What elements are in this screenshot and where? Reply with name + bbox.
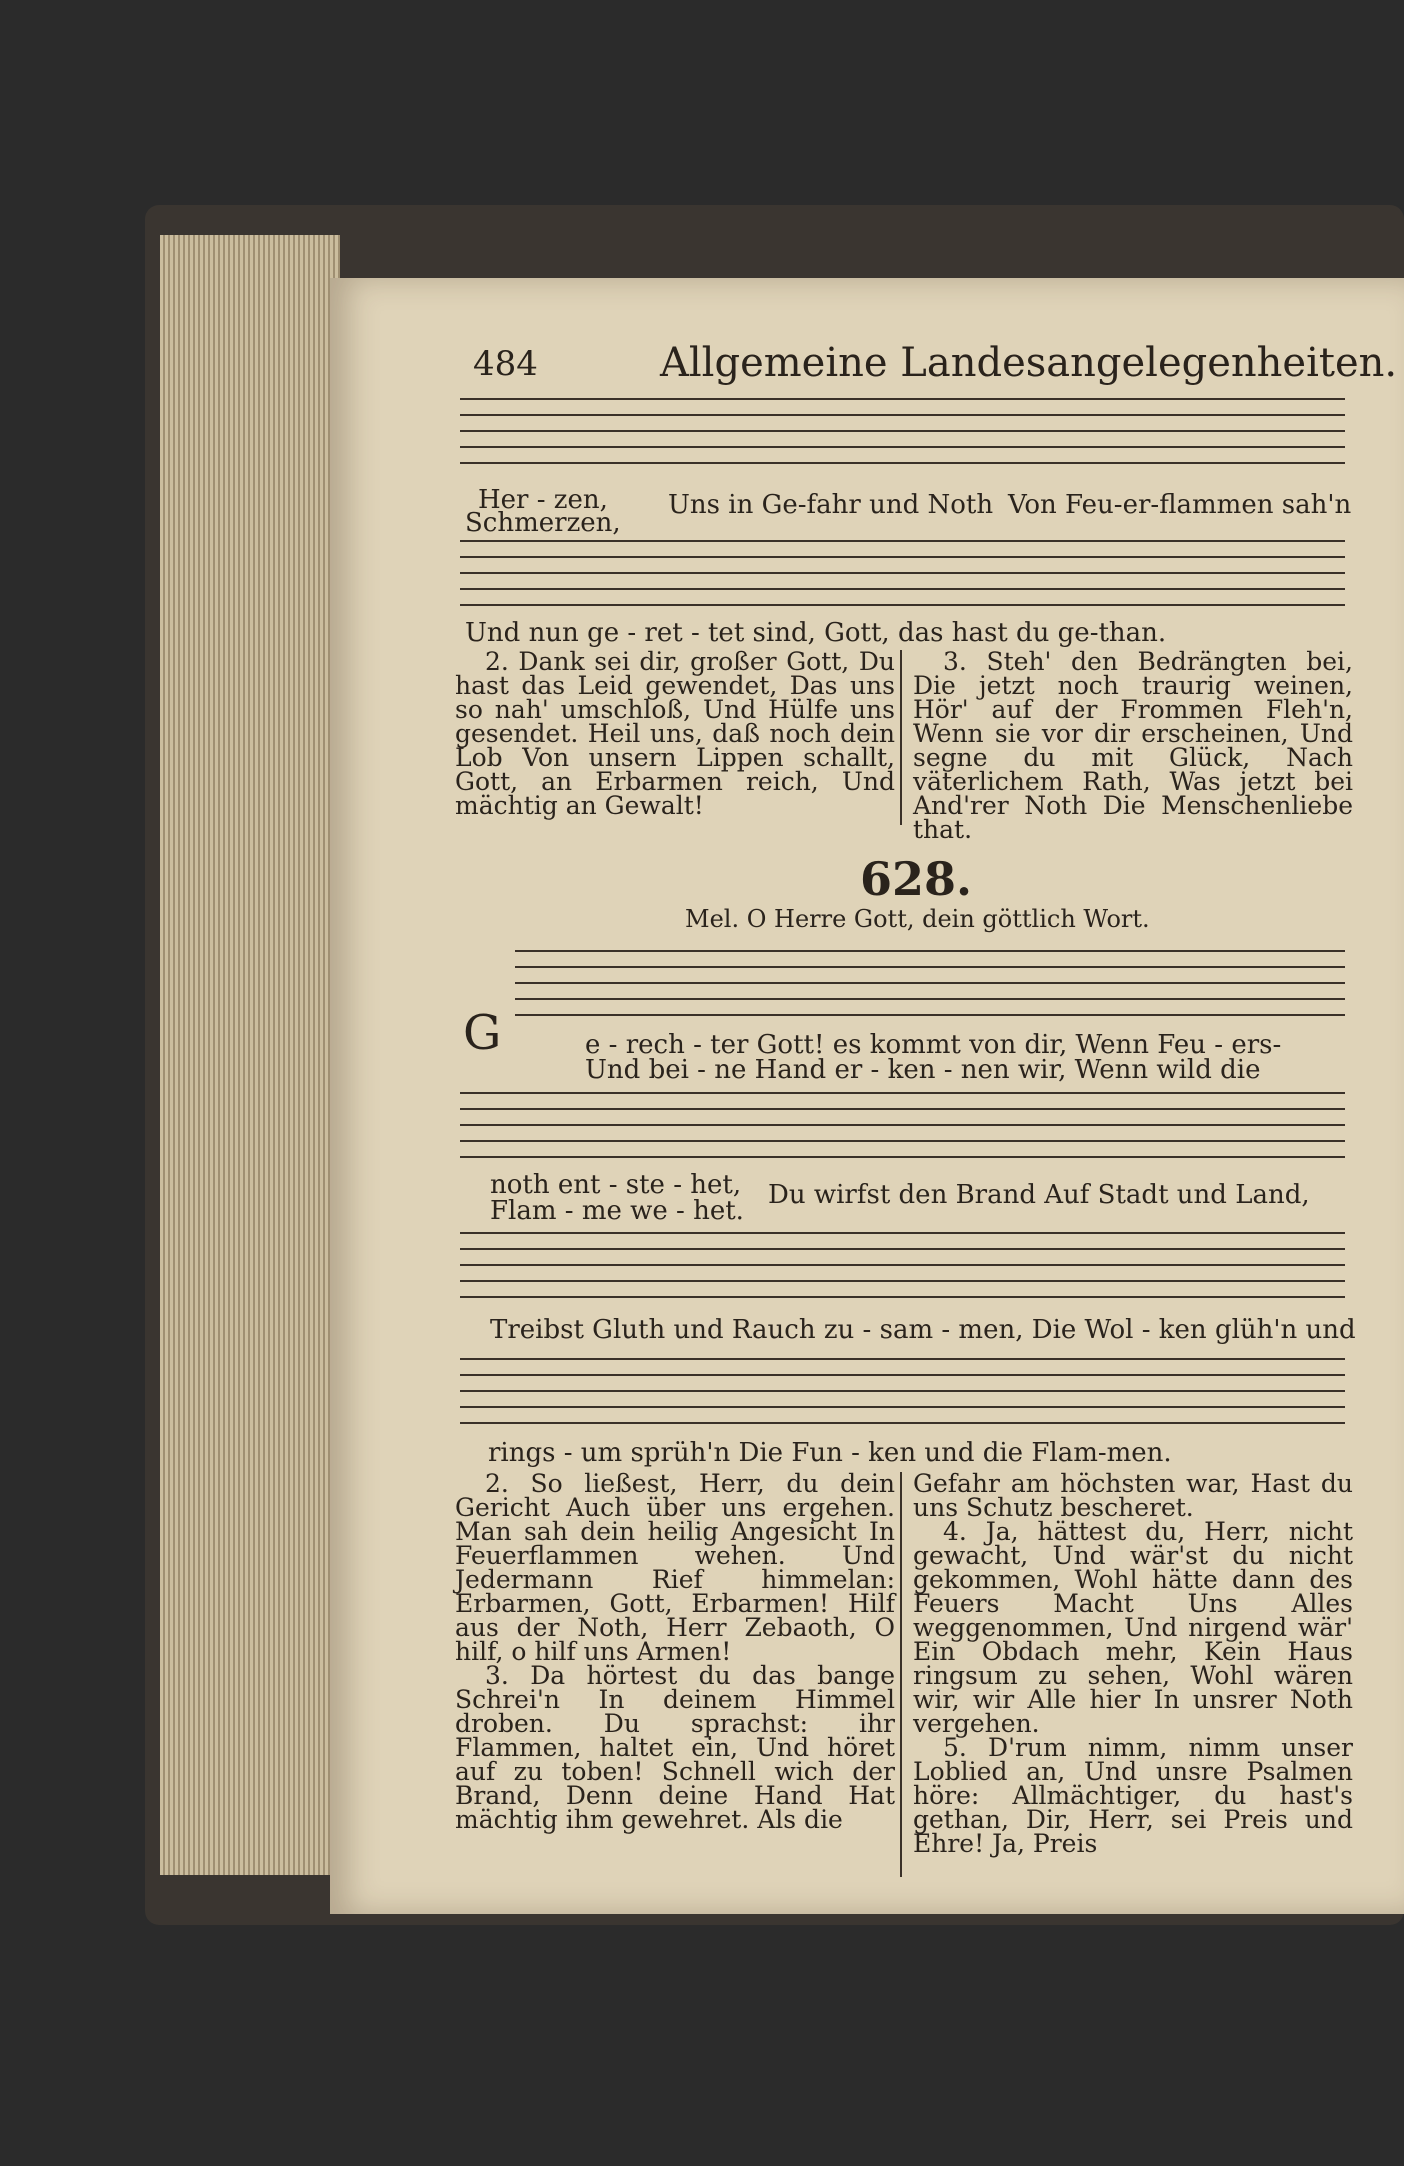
page-title: Allgemeine Landesangelegenheiten. xyxy=(660,340,1398,386)
verse-prev-right: 3. Steh' den Bedrängten bei, Die jetzt noch traurig weinen, Hör' auf der Frommen Fleh'n, Wenn sie vor dir erscheinen, Und segne du mit Glück, Nach väterlichem Rath, Was jetzt bei And'rer Noth Die Menschenliebe that. xyxy=(913,647,1353,844)
music-staff-4 xyxy=(460,1092,1345,1162)
lyric-2c: Du wirfst den Brand Auf Stadt und Land, xyxy=(768,1180,1310,1210)
music-staff-1 xyxy=(460,398,1345,468)
drop-cap: G xyxy=(463,1005,502,1061)
music-staff-5 xyxy=(460,1232,1345,1302)
music-staff-3 xyxy=(515,950,1345,1020)
lyric-prev-1c: Uns in Ge-fahr und Noth xyxy=(668,490,994,520)
lyric-2b: Flam - me we - het. xyxy=(490,1196,744,1226)
page-number: 484 xyxy=(473,344,538,384)
lyric-3: Treibst Gluth und Rauch zu - sam - men, Die Wol - ken glüh'n und xyxy=(490,1315,1356,1345)
music-staff-6 xyxy=(460,1358,1345,1428)
verse-prev-left: 2. Dank sei dir, großer Gott, Du hast das Leid gewendet, Das uns so nah' umschloß, Und Hülfe uns gesendet. Heil uns, daß noch dein Lob Von unsern Lippen schallt, Gott, an Erbarmen reich, Und mächtig an Gewalt! xyxy=(455,647,895,820)
verse-right: Gefahr am höchsten war, Hast du uns Schutz bescheret. 4. Ja, hättest du, Herr, nicht gewacht, Und wär'st du nicht gekommen, Wohl hätte dann des Feuers Macht Uns Alles weggenommen, Und nirgend wär' Ein Obdach mehr, Kein Haus ringsum zu sehen, Wohl wären wir, wir Alle hier In unsrer Noth vergehen. 5. D'rum nimm, nimm unser Loblied an, Und unsre Psalmen höre: Allmächtiger, du hast's gethan, Dir, Herr, sei Preis und Ehre! Ja, Preis xyxy=(913,1469,1353,1858)
lyric-1a: e - rech - ter Gott! es kommt von dir, Wenn Feu - ers- xyxy=(585,1030,1282,1060)
lyric-prev-2: Und nun ge - ret - tet sind, Gott, das hast du ge-than. xyxy=(465,618,1167,648)
lyric-prev-1b: Schmerzen, xyxy=(465,508,621,538)
lyric-4: rings - um sprüh'n Die Fun - ken und die Flam-men. xyxy=(488,1438,1172,1468)
page-stack xyxy=(160,235,340,1875)
verse-left: 2. So ließest, Herr, du dein Gericht Auch über uns ergehen. Man sah dein heilig Angesicht In Feuerflammen wehen. Und Jedermann Rief himmelan: Erbarmen, Gott, Erbarmen! Hilf aus der Noth, Herr Zebaoth, O hilf, o hilf uns Armen! 3. Da hörtest du das bange Schrei'n In deinem Himmel droben. Du sprachst: ihr Flammen, haltet ein, Und höret auf zu toben! Schnell wich der Brand, Denn deine Hand Hat mächtig ihm gewehret. Als die xyxy=(455,1469,895,1834)
lyric-prev-1a: Her - zen, xyxy=(478,485,608,515)
lyric-prev-1d: Von Feu-er-flammen sah'n xyxy=(1008,490,1352,520)
lyric-1b: Und bei - ne Hand er - ken - nen wir, Wenn wild die xyxy=(585,1055,1261,1085)
music-staff-2 xyxy=(460,540,1345,610)
column-divider-2 xyxy=(900,1472,902,1877)
melody-reference: Mel. O Herre Gott, dein göttlich Wort. xyxy=(685,905,1150,933)
lyric-2a: noth ent - ste - het, xyxy=(490,1170,742,1200)
column-divider-1 xyxy=(900,650,902,825)
hymn-number: 628. xyxy=(860,852,973,906)
